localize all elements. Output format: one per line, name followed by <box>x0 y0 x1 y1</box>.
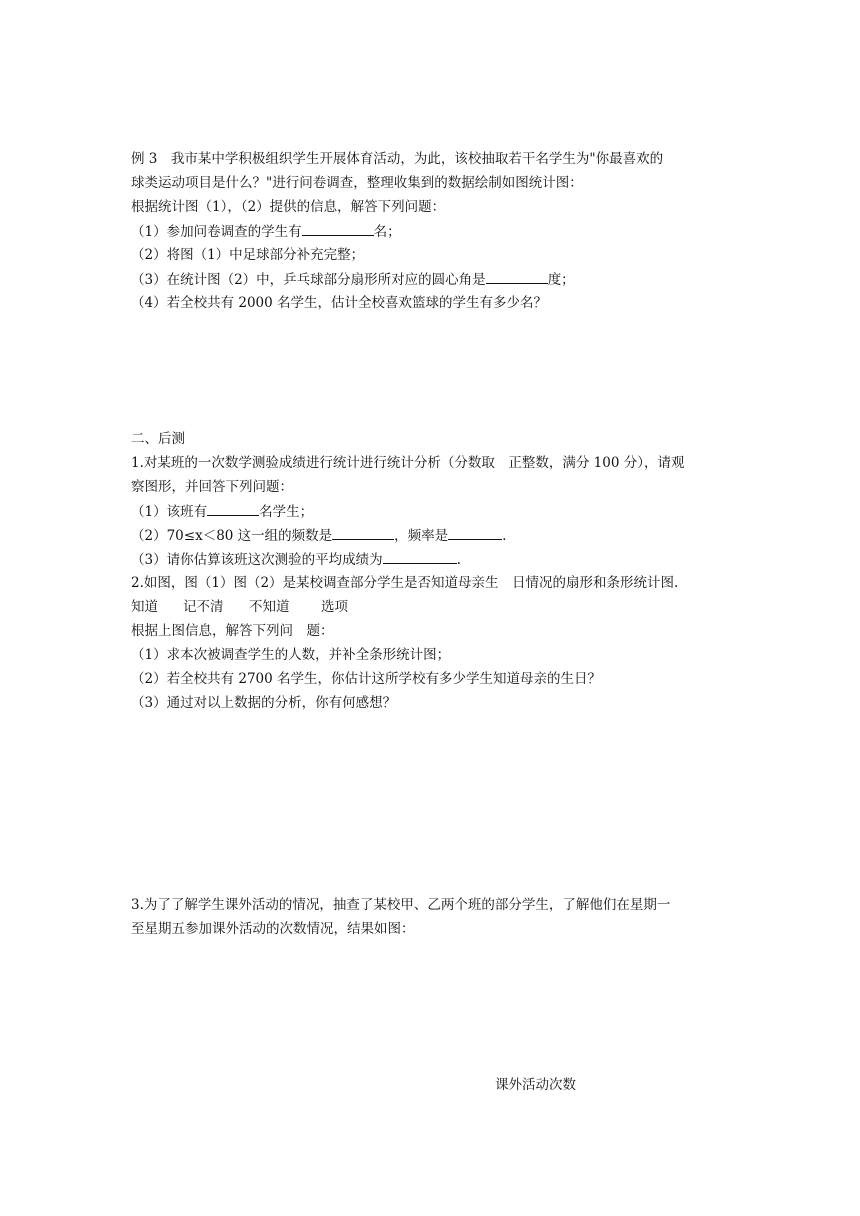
p1-q1-text-end: 名学生； <box>259 504 314 520</box>
problem1-line1: 1.对某班的一次数学测验成绩进行统计进行统计分析（分数取 正整数，满分 100 分），请观 <box>131 455 685 471</box>
problem1-line2: 察图形，并回答下列问题： <box>131 479 293 495</box>
answer-blank <box>302 221 374 236</box>
example3-line2: 球类运动项目是什么？"进行问卷调查，整理收集到的数据绘制如图统计图： <box>131 175 583 191</box>
problem2-question-2: （2）若全校共有 2700 名学生，你估计这所学校有多少学生知道母亲的生日？ <box>131 671 602 687</box>
answer-blank <box>448 525 502 540</box>
section-heading: 二、后测 <box>131 431 185 447</box>
p1-q2-text: （2）70≤x＜80 这一组的频数是 <box>131 528 333 544</box>
problem2-question-1: （1）求本次被调查学生的人数，并补全条形统计图； <box>131 647 451 663</box>
example3-line1: 例 3 我市某中学积极组织学生开展体育活动，为此，该校抽取若干名学生为"你最喜欢的 <box>131 151 664 167</box>
problem2-line3: 根据上图信息，解答下列问 题： <box>131 623 334 639</box>
q1-text-end: 名； <box>373 224 401 240</box>
p1-q3-text: （3）请你估算该班这次测验的平均成绩为 <box>131 552 383 568</box>
p1-q3-text-end: . <box>456 552 461 568</box>
problem2-line1: 2.如图，图（1）图（2）是某校调查部分学生是否知道母亲生 日情况的扇形和条形统计图. <box>131 575 679 591</box>
answer-blank <box>486 269 548 284</box>
problem1-question-2 <box>131 525 506 546</box>
example3-line3: 根据统计图（1），（2）提供的信息，解答下列问题： <box>131 199 446 215</box>
q3-text-end: 度； <box>547 272 575 288</box>
answer-blank <box>207 501 259 516</box>
option-label: 知道 <box>131 599 158 615</box>
problem2-options-row <box>131 597 348 617</box>
q1-text: （1）参加问卷调查的学生有 <box>131 224 302 240</box>
example3-question-1 <box>131 221 401 242</box>
answer-blank <box>383 549 457 564</box>
q3-text: （3）在统计图（2）中，乒乓球部分扇形所对应的圆心角是 <box>131 272 486 288</box>
option-label: 选项 <box>321 599 348 615</box>
problem1-question-3 <box>131 549 461 570</box>
answer-blank <box>332 525 394 540</box>
problem2-question-3: （3）通过对以上数据的分析，你有何感想？ <box>131 695 397 711</box>
example3-question-2: （2）将图（1）中足球部分补充完整； <box>131 247 365 263</box>
option-label: 不知道 <box>249 599 290 615</box>
example3-question-3 <box>131 269 575 290</box>
problem3-line1: 3.为了了解学生课外活动的情况，抽查了某校甲、乙两个班的部分学生，了解他们在星期一 <box>131 897 671 913</box>
p1-q2-text-mid: ，频率是 <box>394 528 449 544</box>
problem3-line2: 至星期五参加课外活动的次数情况，结果如图： <box>131 921 415 937</box>
p1-q1-text: （1）该班有 <box>131 504 208 520</box>
problem1-question-1 <box>131 501 313 522</box>
example3-question-4: （4）若全校共有 2000 名学生，估计全校喜欢篮球的学生有多少名？ <box>131 295 548 311</box>
option-label: 记不清 <box>183 599 224 615</box>
p1-q2-text-end: . <box>502 528 507 544</box>
figure-caption: 课外活动次数 <box>495 1077 576 1093</box>
